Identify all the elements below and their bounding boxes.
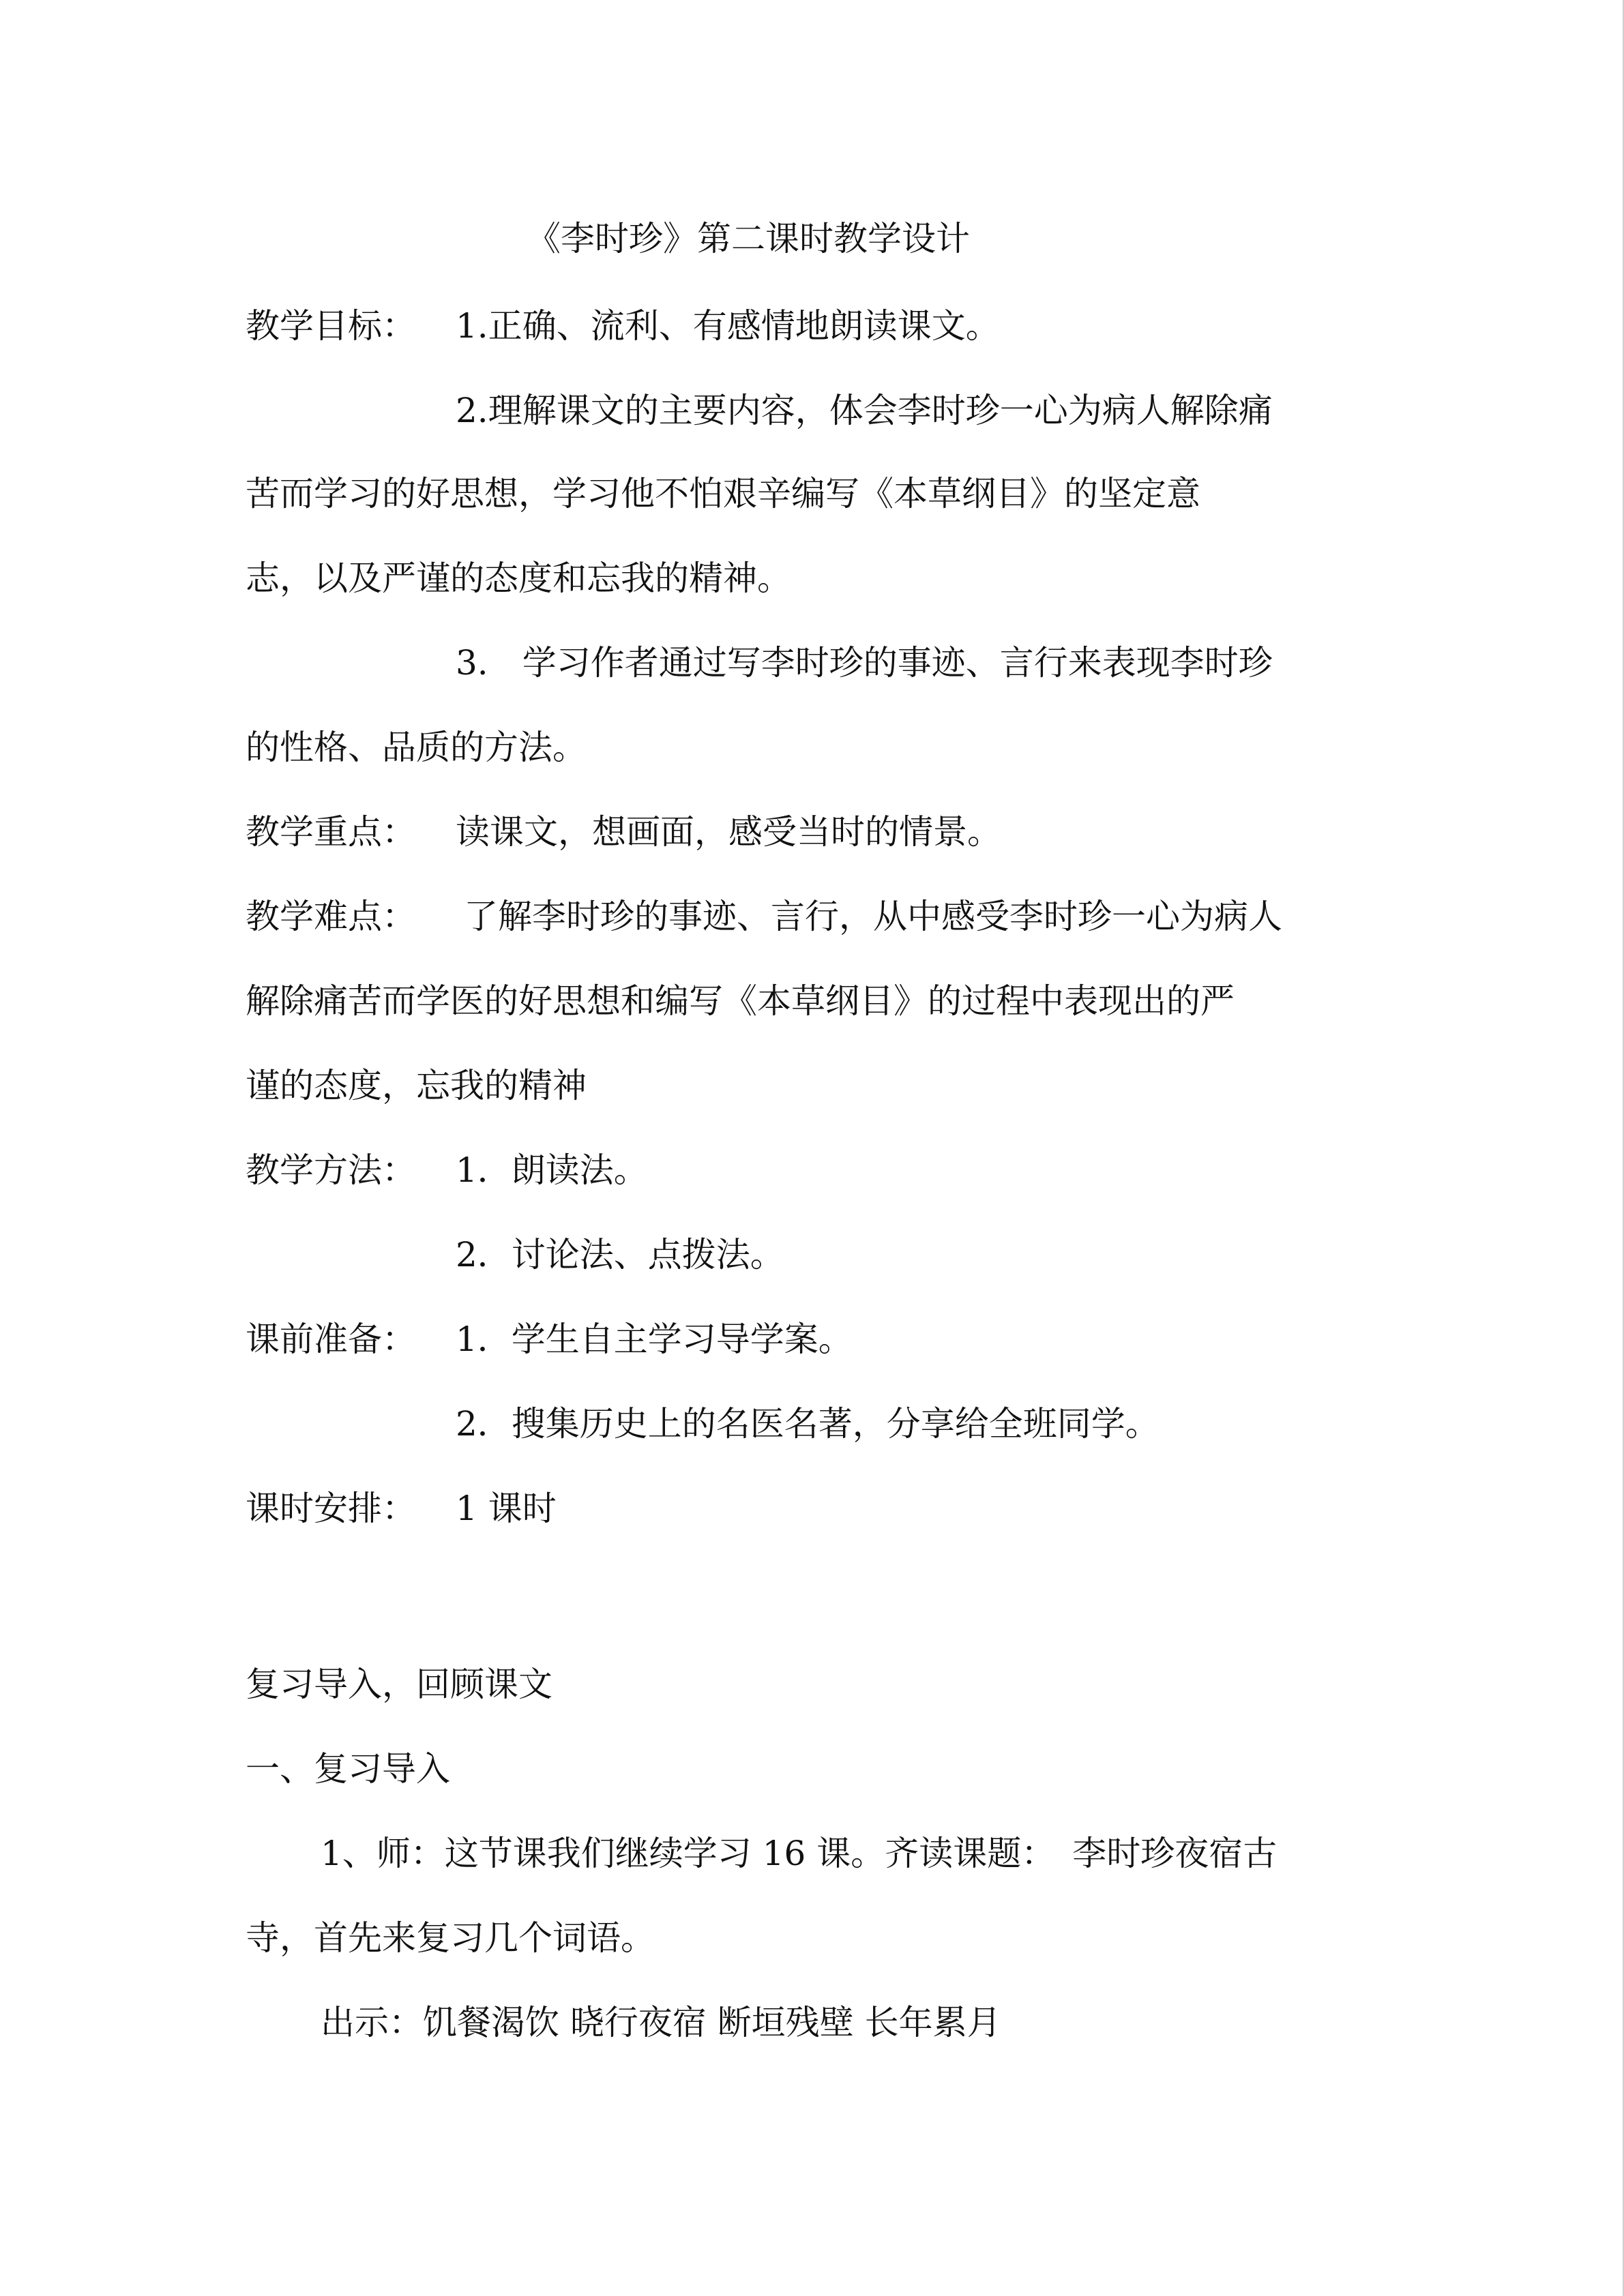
- objectives-row: [246, 305, 1000, 346]
- difficulties-line-1: 了解李时珍的事迹、言行，从中感受李时珍一心为病人: [464, 897, 1282, 936]
- document-title: 《李时珍》第二课时教学设计: [527, 219, 970, 258]
- objectives-label: 教学目标：: [246, 306, 416, 346]
- schedule-label: 课时安排：: [246, 1489, 416, 1528]
- methods-row: [246, 1150, 648, 1191]
- preparation-label: 课前准备：: [246, 1320, 416, 1359]
- difficulties-line-3: 谨的态度，忘我的精神: [246, 1066, 587, 1105]
- preparation-item-1: 1．学生自主学习导学案。: [456, 1320, 853, 1359]
- difficulties-row: [246, 896, 1282, 937]
- schedule-text: 1 课时: [456, 1489, 557, 1528]
- objective-item-3-line-1: 3. 学习作者通过写李时珍的事迹、言行来表现李时珍: [456, 643, 1273, 683]
- methods-label: 教学方法：: [246, 1150, 416, 1190]
- key-points-label: 教学重点：: [246, 812, 416, 852]
- objective-item-3-line-2: 的性格、品质的方法。: [246, 728, 587, 767]
- difficulties-label: 教学难点：: [246, 897, 416, 936]
- difficulties-line-2: 解除痛苦而学医的好思想和编写《本草纲目》的过程中表现出的严: [246, 981, 1235, 1021]
- objective-item-1: 1.正确、流利、有感情地朗读课文。: [456, 306, 1000, 346]
- objective-item-2-line-1: 2.理解课文的主要内容，体会李时珍一心为病人解除痛: [456, 391, 1273, 430]
- objective-item-2-line-3: 志，以及严谨的态度和忘我的精神。: [246, 558, 791, 598]
- part1-display-words: 出示：饥餐渴饮 晓行夜宿 断垣残壁 长年累月: [321, 2003, 1001, 2042]
- key-points-text: 读课文，想画面，感受当时的情景。: [456, 812, 1001, 852]
- schedule-row: [246, 1488, 557, 1529]
- preparation-item-2: 2．搜集历史上的名医名著，分享给全班同学。: [456, 1404, 1160, 1444]
- key-points-row: [246, 811, 1001, 852]
- preparation-row: [246, 1319, 853, 1360]
- part1-paragraph-line-2: 寺，首先来复习几个词语。: [246, 1918, 655, 1958]
- section-heading: 复习导入，回顾课文: [246, 1665, 552, 1704]
- part1-paragraph-line-1: 1、师：这节课我们继续学习 16 课。齐读课题： 李时珍夜宿古: [321, 1834, 1278, 1873]
- part1-heading: 一、复习导入: [246, 1749, 450, 1789]
- objective-item-2-line-2: 苦而学习的好思想，学习他不怕艰辛编写《本草纲目》的坚定意: [246, 474, 1200, 513]
- method-item-1: 1．朗读法。: [456, 1150, 648, 1190]
- method-item-2: 2．讨论法、点拨法。: [456, 1235, 784, 1274]
